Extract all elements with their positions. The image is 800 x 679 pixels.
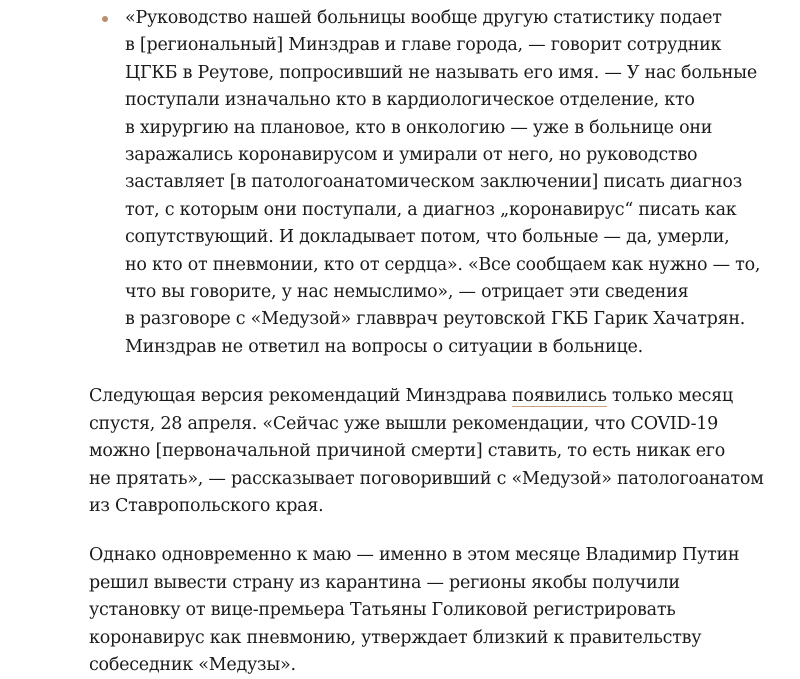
article-body	[89, 5, 779, 679]
quote-line: ЦГКБ в Реутове, попросивший не называть его имя. — У нас больные	[125, 62, 757, 83]
paragraph-text: только месяц	[606, 386, 733, 407]
quote-list	[89, 5, 779, 361]
quote-line: тот, с которым они поступали, а диагноз „коронавирус“ писать как	[125, 199, 737, 220]
quote-line: в [региональный] Минздрав и главе города, — говорит сотрудник	[125, 35, 722, 56]
inline-link[interactable]: появились	[512, 386, 607, 407]
paragraph-text: Следующая версия рекомендаций Минздрава	[89, 386, 513, 407]
quote-line: в разговоре с «Медузой» главврач реутовской ГКБ Гарик Хачатрян.	[125, 309, 746, 330]
paragraph-line: собеседник «Медузы».	[89, 654, 296, 675]
paragraph-recommendations	[89, 383, 779, 520]
quote-line: сопутствующий. И докладывает потом, что больные — да, умерли,	[125, 227, 730, 248]
quote-line: но кто от пневмонии, кто от сердца». «Все сообщаем как нужно — то,	[125, 254, 761, 275]
bullet-marker	[102, 16, 108, 22]
quote-line: что вы говорите, у нас немыслимо», — отрицает эти сведения	[125, 282, 689, 303]
paragraph-line: спустя, 28 апреля. «Сейчас уже вышли рекомендации, что COVID-19	[89, 413, 719, 434]
quote-line: поступали изначально кто в кардиологическое отделение, кто	[125, 90, 695, 111]
paragraph-line: Однако одновременно к маю — именно в этом месяце Владимир Путин	[89, 545, 740, 566]
quote-line: «Руководство нашей больницы вообще другую статистику подает	[125, 8, 722, 28]
paragraph-line	[89, 383, 779, 410]
quote-line: Минздрав не ответил на вопросы о ситуации в больнице.	[125, 336, 643, 357]
paragraph-line: не прятать», — рассказывает поговоривший с «Медузой» патологоанатом	[89, 468, 764, 489]
paragraph-line: из Ставропольского края.	[89, 495, 324, 516]
paragraph-line: решил вывести страну из карантина — регионы якобы получили	[89, 572, 680, 593]
paragraph-line: установку от вице-премьера Татьяны Голиковой регистрировать	[89, 600, 676, 621]
paragraph-line: можно [первоначальной причиной смерти] ставить, то есть никак его	[89, 441, 726, 462]
quote-line: заставляет [в патологоанатомическом заключении] писать диагноз	[125, 172, 743, 193]
quote-line: в хирургию на плановое, кто в онкологию — уже в больнице они	[125, 117, 713, 138]
paragraph-quarantine	[89, 542, 779, 679]
quote-list-item	[89, 5, 779, 361]
paragraph-line: коронавирус как пневмонию, утверждает близкий к правительству	[89, 627, 702, 648]
quote-line: заражались коронавирусом и умирали от него, но руководство	[125, 145, 698, 166]
